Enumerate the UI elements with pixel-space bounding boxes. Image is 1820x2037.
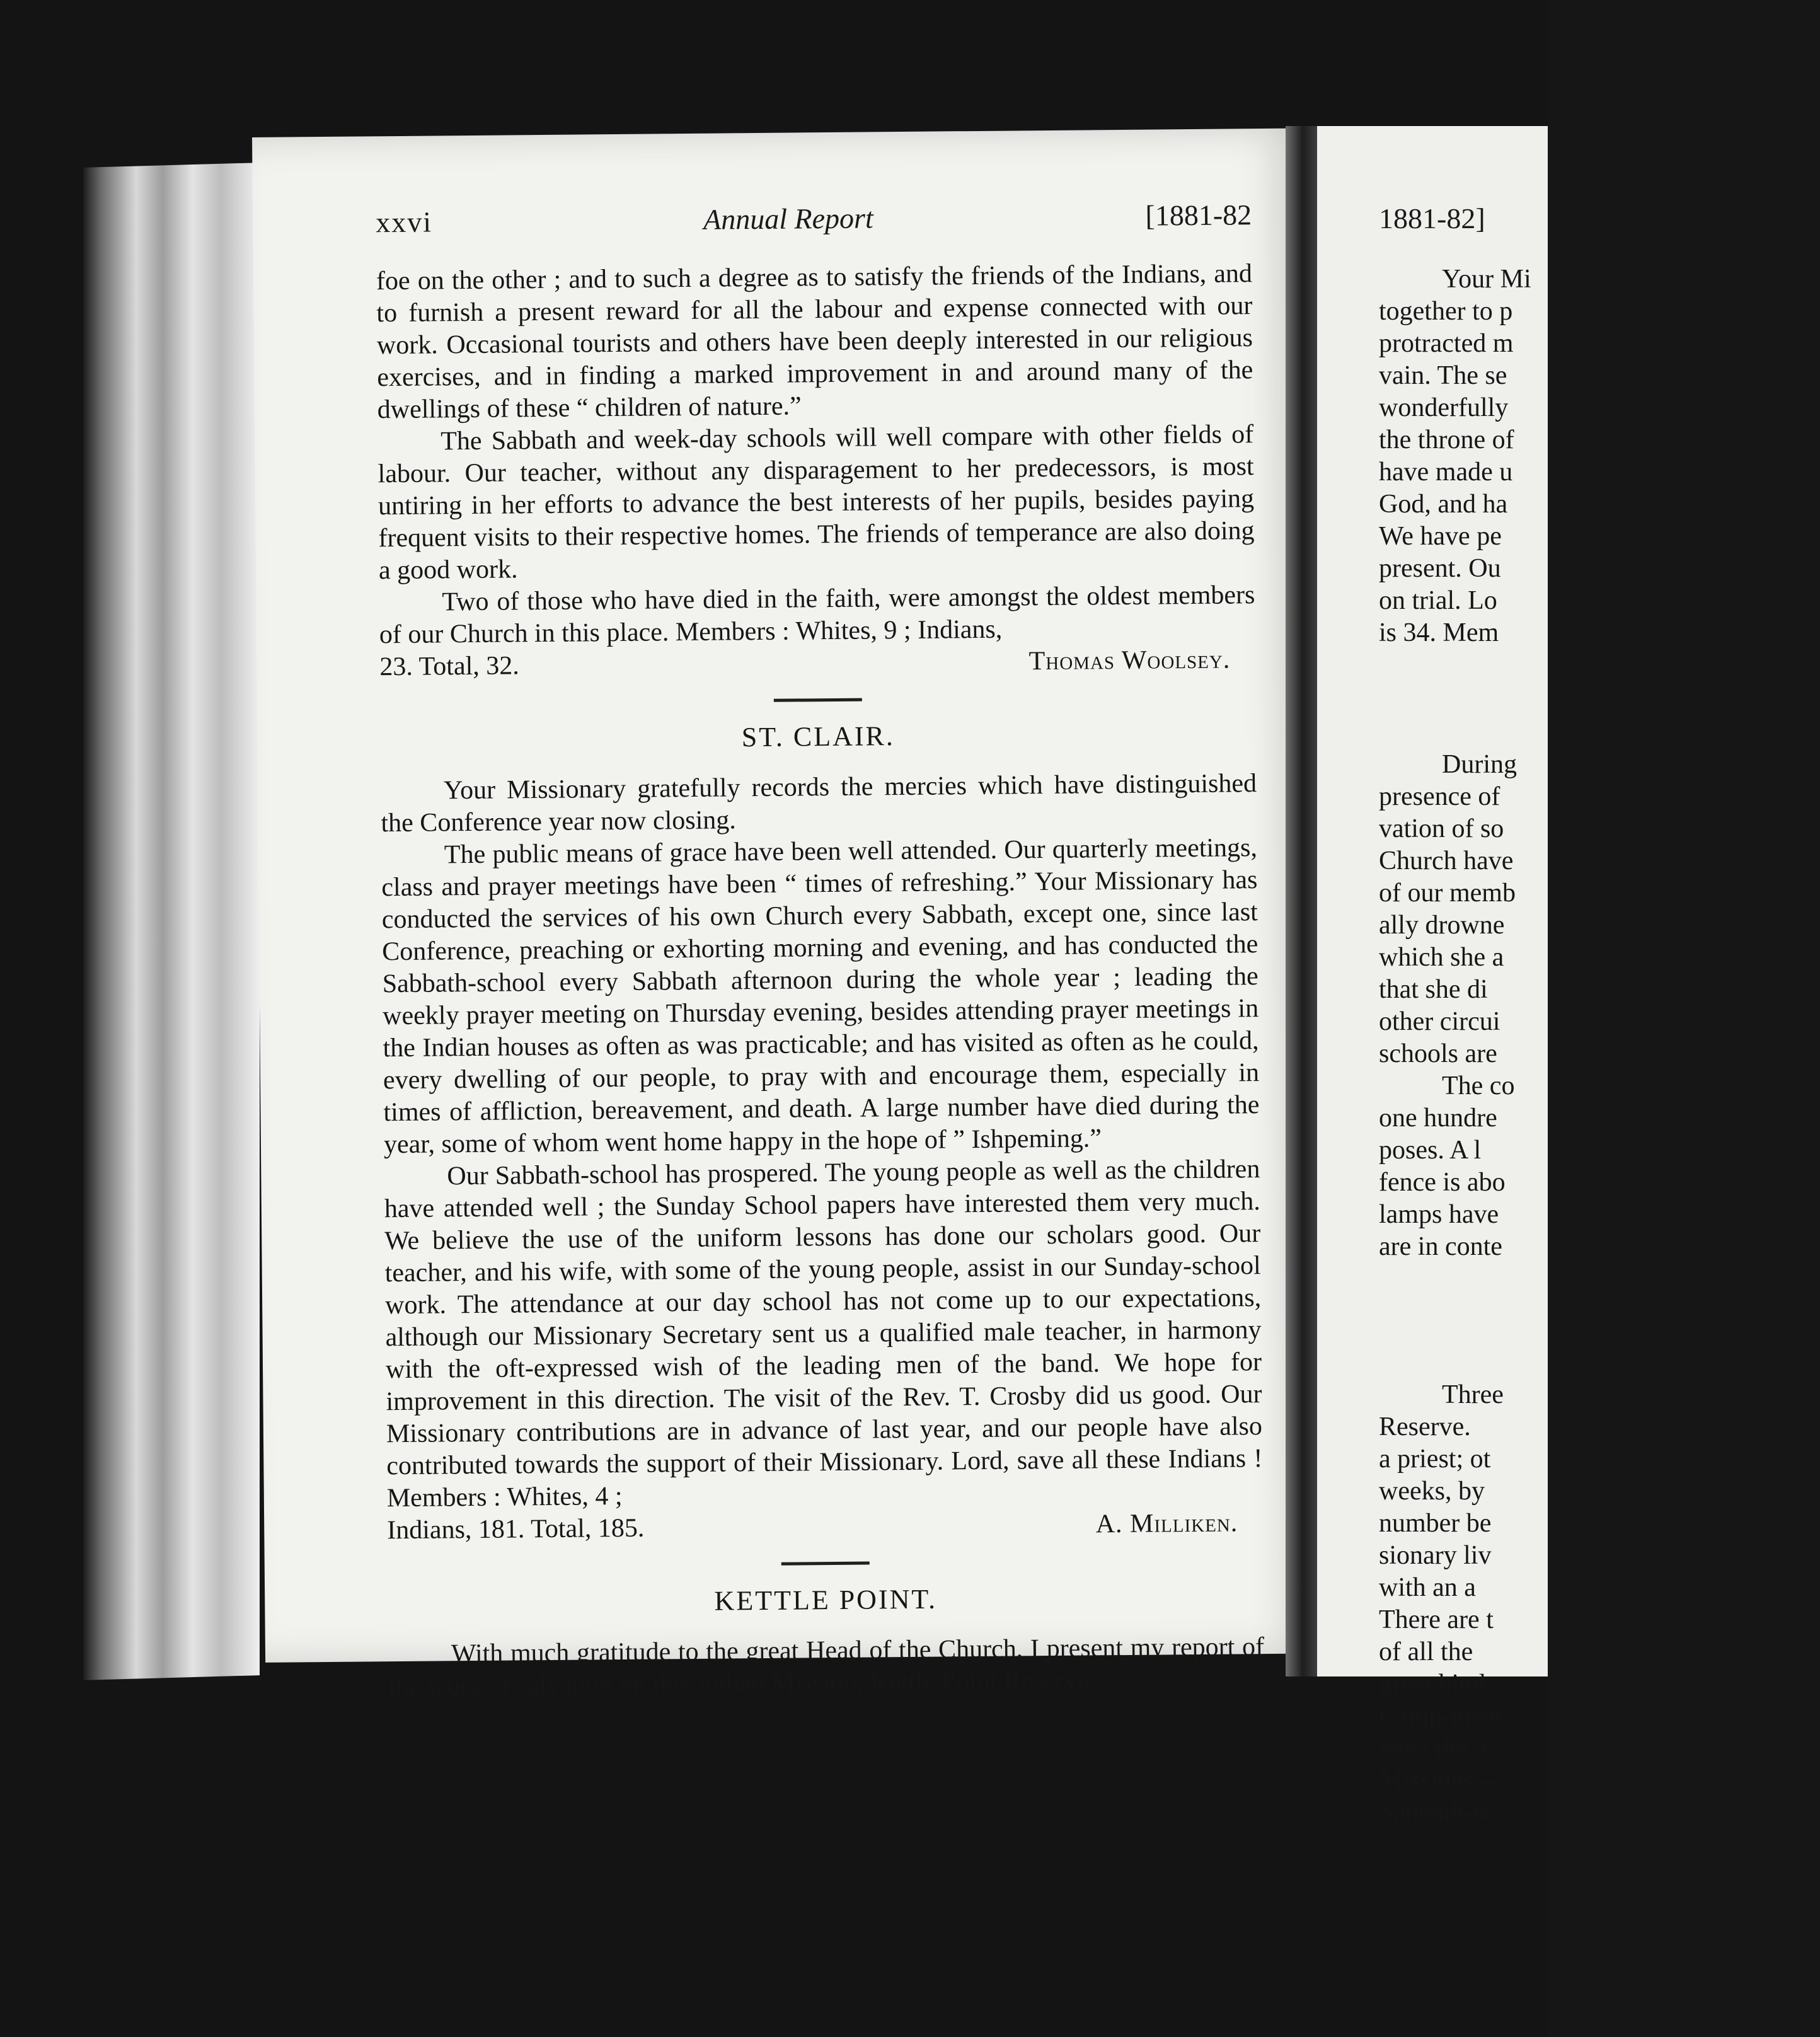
right-page-line: Reserve. [1379, 1412, 1471, 1441]
right-page-line: the throne of [1379, 425, 1514, 454]
membership-total: Indians, 181. Total, 185. [387, 1513, 645, 1545]
right-page-line: of our memb [1379, 879, 1516, 908]
right-page-line: is 34. Mem [1379, 618, 1499, 647]
right-page-line: The co [1442, 1071, 1515, 1100]
right-page-line: other circui [1379, 1007, 1500, 1036]
right-page-line: wonderfully [1379, 393, 1509, 422]
right-page-line: protracted m [1379, 329, 1514, 358]
section-divider [774, 698, 862, 702]
section-divider [781, 1562, 870, 1566]
right-page-line: present. Ou [1379, 554, 1501, 583]
right-page-line: There are t [1379, 1605, 1494, 1634]
right-page-line: vation of so [1379, 814, 1504, 843]
right-page-line: During [1442, 750, 1517, 779]
signature-line [387, 1507, 1263, 1547]
right-page-line: Missions— [1379, 1766, 1501, 1795]
right-page-line: been the b [1379, 1734, 1488, 1763]
right-page-line: schools are [1379, 1039, 1497, 1068]
right-page-line: Camp-meet [1379, 1702, 1502, 1731]
section-title-kettle-point: KETTLE POINT. [714, 1583, 938, 1617]
paragraph: The Sabbath and week-day schools will well compare with other fields of labour. Our teacher, without any disparagement to her predecessors, is most untiring in her efforts to advance the best interests of her pupils, besides paying frequent visits to their respective homes. The friends of temperance are also doing a good work. [377, 420, 1255, 586]
running-year: [1881-82 [1145, 199, 1252, 232]
right-page-line: lamps have [1379, 1200, 1499, 1229]
right-page-line: one hundre [1379, 1104, 1497, 1133]
right-page-line: We have pe [1379, 522, 1502, 551]
right-running-year: 1881-82] [1379, 202, 1485, 234]
page-body [376, 258, 1265, 1703]
left-page [252, 128, 1315, 1702]
right-page-line: ally drowne [1379, 911, 1505, 940]
paragraph: The public means of grace have been well attended. Our quarterly meetings, class and prayer meetings have been “ times of refreshing.” Your Missionary has conducted the services of his own Church every Sabbath, except one, since last Conference, preaching or exhorting morning and evening, and has conducted the Sabbath-school every Sabbath afternoon during the whole year ; leading the weekly prayer meeting on Thursday evening, besides attending prayer meetings in the Indian houses as often as was practicable; and has visited as often as he could, every dwelling of our people, to pray with and encourage them, especially in times of affliction, bereavement, and death. A large number have died during the year, some of whom went home happy in the hope of ” Ishpeming.” [381, 833, 1260, 1160]
paragraph: Our Sabbath-school has prospered. The young people as well as the children have attended well ; the Sunday School papers have interested them very much. We believe the use of the uniform lessons has done our scholars good. Our teacher, and his wife, with some of the young people, assist in our Sunday-school work. The attendance at our day school has not come up to our expectations, although our Missionary Secretary sent us a qualified male teacher, in harmony with the oft-expressed wish of the leading men of the band. We hope for improvement in this direction. The visit of the Rev. T. Crosby did us good. Our Missionary contributions are in advance of last year, and our people have also contributed towards the support of their Missionary. Lord, save all these Indians ! Members : Whites, 4 ; [384, 1155, 1263, 1513]
running-head [376, 198, 1252, 250]
right-page-line: poses. A l [1379, 1136, 1482, 1165]
right-page-line: which she a [1379, 943, 1504, 972]
book-page-edges [83, 163, 260, 1680]
signature-line [379, 643, 1255, 683]
right-page-line: together to p [1379, 297, 1513, 326]
right-page-line: weeks, by [1379, 1477, 1485, 1506]
running-title: Annual Report [703, 202, 873, 236]
right-page-line: have made u [1379, 458, 1513, 487]
signature: A. Milliken. [1095, 1508, 1238, 1539]
right-page-line: a priest; ot [1379, 1445, 1491, 1474]
paragraph: With much gratitude to the great Head of the Church, I present my report of the work of salvation on this Indian Mission, Kettle Point Reserve. [388, 1632, 1265, 1702]
paragraph: Your Missionary gratefully records the mercies which have distinguished the Conference year now closing. [381, 769, 1257, 838]
right-page-line: great hind [1379, 1670, 1486, 1699]
right-page-line: on trial. Lo [1379, 586, 1497, 615]
right-page-line: are in conte [1379, 1232, 1502, 1261]
right-page-line: Your Mi [1442, 265, 1531, 294]
right-page-line: of all the [1379, 1637, 1473, 1666]
paragraph-continued: foe on the other ; and to such a degree as to satisfy the friends of the Indians, and to furnish a present reward for all the labour and expense connected with our work. Occasional tourists and others have been deeply interested in our religious exercises, and in finding a marked improvement in and around many of the dwellings of these “ children of nature.” [376, 259, 1253, 425]
right-page-line: number be [1379, 1509, 1492, 1538]
right-page-line: God, and ha [1379, 490, 1508, 519]
right-page-line: sionary liv [1379, 1541, 1492, 1570]
membership-total: 23. Total, 32. [379, 651, 519, 682]
right-page-line: vain. The se [1379, 361, 1507, 390]
right-page [1317, 126, 1548, 1827]
right-page-line: Sabbath-sc [1379, 1798, 1495, 1827]
right-page-line: Three [1442, 1380, 1504, 1409]
folio-number: xxvi [375, 205, 433, 239]
right-page-line: with an a [1379, 1573, 1476, 1602]
signature: Thomas Woolsey. [1028, 645, 1231, 676]
right-page-line: that she di [1379, 975, 1488, 1004]
section-title-st-clair: ST. CLAIR. [741, 720, 896, 753]
right-page-line: fence is abo [1379, 1168, 1506, 1197]
right-page-line: presence of [1379, 782, 1500, 811]
right-page-line: Church have [1379, 846, 1514, 875]
paragraph: Two of those who have died in the faith, were amongst the oldest members of our Church in this place. Members : Whites, 9 ; Indians, [379, 580, 1255, 650]
